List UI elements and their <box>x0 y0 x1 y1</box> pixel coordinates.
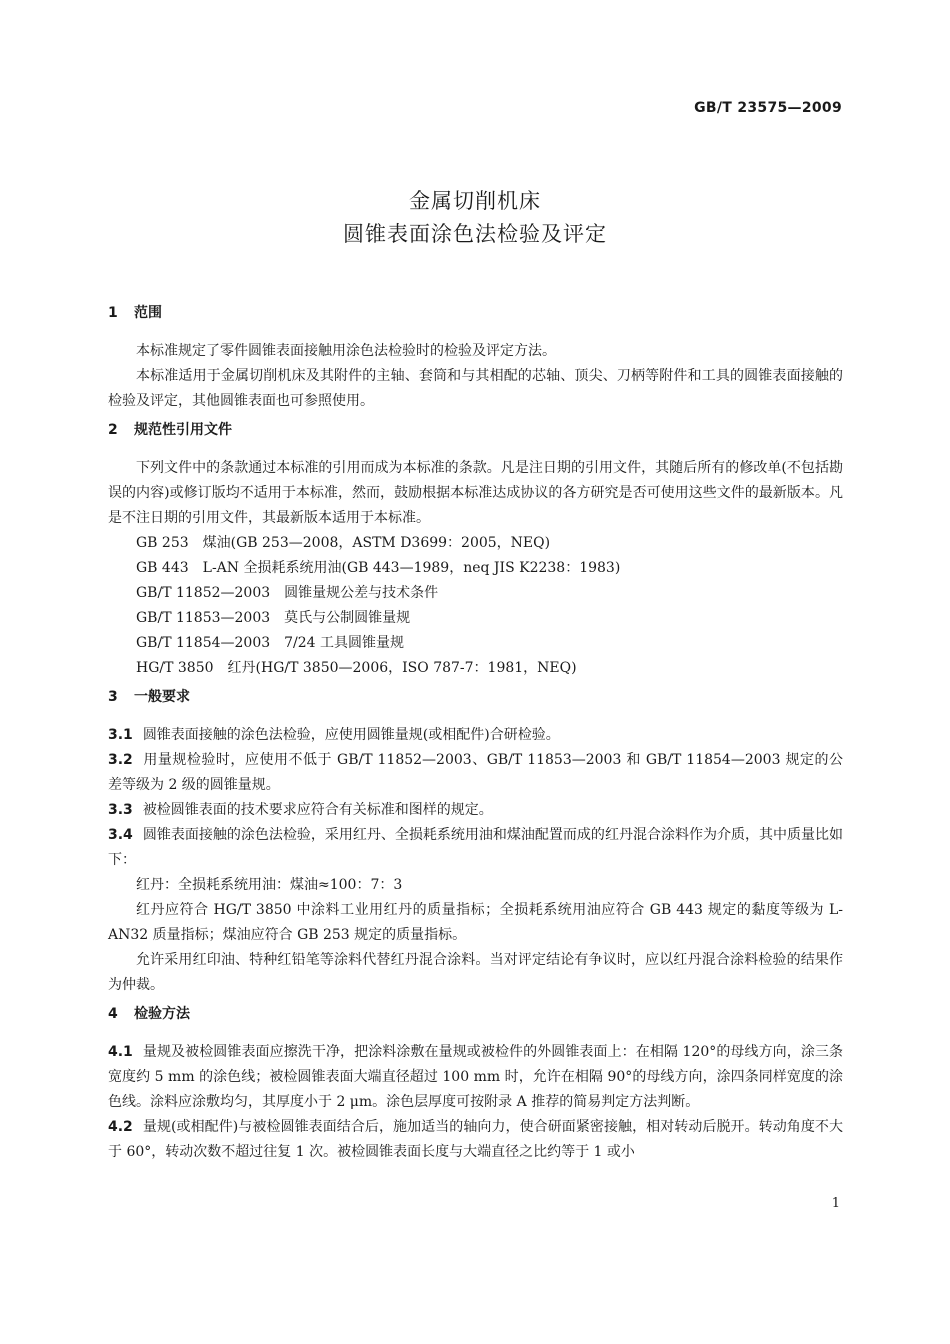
reference-item: GB/T 11852—2003 圆锥量规公差与技术条件 <box>136 585 439 601</box>
section-number: 4 <box>108 1006 118 1022</box>
section-title: 一般要求 <box>134 689 190 705</box>
clause-text: 圆锥表面接触的涂色法检验，采用红丹、全损耗系统用油和煤油配置而成的红丹混合涂料作为介质，其中质量比如下： <box>108 827 843 868</box>
reference-item: GB/T 11853—2003 莫氏与公制圆锥量规 <box>136 610 411 626</box>
clause-text: 量规及被检圆锥表面应擦洗干净，把涂料涂敷在量规或被检件的外圆锥表面上：在相隔 120°的母线方向，涂三条宽度约 5 mm 的涂色线；被检圆锥表面大端直径超过 100 mm 时，允许在相隔 90°的母线方向，涂四条同样宽度的涂色线。涂料应涂敷均匀，其厚度小于 2 μm。涂色层厚度可按附录 A 推荐的简易判定方法判断。 <box>108 1044 843 1110</box>
page-number: 1 <box>831 1196 840 1211</box>
section-heading-1 <box>108 301 843 326</box>
document-body <box>108 301 843 1165</box>
document-title <box>0 185 950 251</box>
clause-text: 用量规检验时，应使用不低于 GB/T 11852—2003、GB/T 11853—2003 和 GB/T 11854—2003 规定的公差等级为 2 级的圆锥量规。 <box>108 752 843 793</box>
clause-number: 3.3 <box>108 802 133 818</box>
clause-3-1 <box>108 723 843 748</box>
clause-number: 3.1 <box>108 727 133 743</box>
reference-item: HG/T 3850 红丹(HG/T 3850—2006，ISO 787-7：1981，NEQ) <box>136 660 577 676</box>
section-heading-2 <box>108 418 843 443</box>
clause-3-2 <box>108 748 843 798</box>
paragraph: 下列文件中的条款通过本标准的引用而成为本标准的条款。凡是注日期的引用文件，其随后所有的修改单(不包括勘误的内容)或修订版均不适用于本标准，然而，鼓励根据本标准达成协议的各方研究是否可使用这些文件的最新版本。凡是不注日期的引用文件，其最新版本适用于本标准。 <box>108 460 843 526</box>
clause-number: 3.2 <box>108 752 133 768</box>
paragraph: 本标准适用于金属切削机床及其附件的主轴、套筒和与其相配的芯轴、顶尖、刀柄等附件和工具的圆锥表面接触的检验及评定，其他圆锥表面也可参照使用。 <box>108 368 843 409</box>
clause-3-4 <box>108 823 843 873</box>
paragraph: 本标准规定了零件圆锥表面接触用涂色法检验时的检验及评定方法。 <box>136 343 556 359</box>
standard-number: GB/T 23575—2009 <box>694 100 842 116</box>
section-number: 2 <box>108 422 118 438</box>
clause-4-1 <box>108 1040 843 1115</box>
section-number: 1 <box>108 305 118 321</box>
clause-4-2 <box>108 1115 843 1165</box>
clause-number: 4.1 <box>108 1044 133 1060</box>
title-line-1: 金属切削机床 <box>409 189 541 213</box>
reference-item: GB 253 煤油(GB 253—2008，ASTM D3699：2005，NEQ) <box>136 535 551 551</box>
section-title: 规范性引用文件 <box>134 422 232 438</box>
clause-number: 3.4 <box>108 827 133 843</box>
clause-text: 被检圆锥表面的技术要求应符合有关标准和图样的规定。 <box>142 802 493 818</box>
section-heading-4 <box>108 1002 843 1027</box>
clause-number: 4.2 <box>108 1119 133 1135</box>
section-heading-3 <box>108 685 843 710</box>
reference-item: GB 443 L-AN 全损耗系统用油(GB 443—1989，neq JIS K2238：1983) <box>136 560 621 576</box>
section-number: 3 <box>108 689 118 705</box>
paragraph: 允许采用红印油、特种红铅笔等涂料代替红丹混合涂料。当对评定结论有争议时，应以红丹混合涂料检验的结果作为仲裁。 <box>108 952 843 993</box>
paragraph: 红丹应符合 HG/T 3850 中涂料工业用红丹的质量指标；全损耗系统用油应符合 GB 443 规定的黏度等级为 L-AN32 质量指标；煤油应符合 GB 253 规定的质量指标。 <box>108 902 843 943</box>
clause-text: 量规(或相配件)与被检圆锥表面结合后，施加适当的轴向力，使合研面紧密接触，相对转动后脱开。转动角度不大于 60°，转动次数不超过往复 1 次。被检圆锥表面长度与大端直径之比约等于 1 或小 <box>108 1119 843 1160</box>
clause-3-3 <box>108 798 843 823</box>
section-title: 检验方法 <box>134 1006 190 1022</box>
clause-text: 圆锥表面接触的涂色法检验，应使用圆锥量规(或相配件)合研检验。 <box>142 727 560 743</box>
section-title: 范围 <box>134 305 162 321</box>
ratio-line: 红丹：全损耗系统用油：煤油≈100：7：3 <box>136 877 403 893</box>
reference-item: GB/T 11854—2003 7/24 工具圆锥量规 <box>136 635 405 651</box>
title-line-2: 圆锥表面涂色法检验及评定 <box>343 222 607 246</box>
